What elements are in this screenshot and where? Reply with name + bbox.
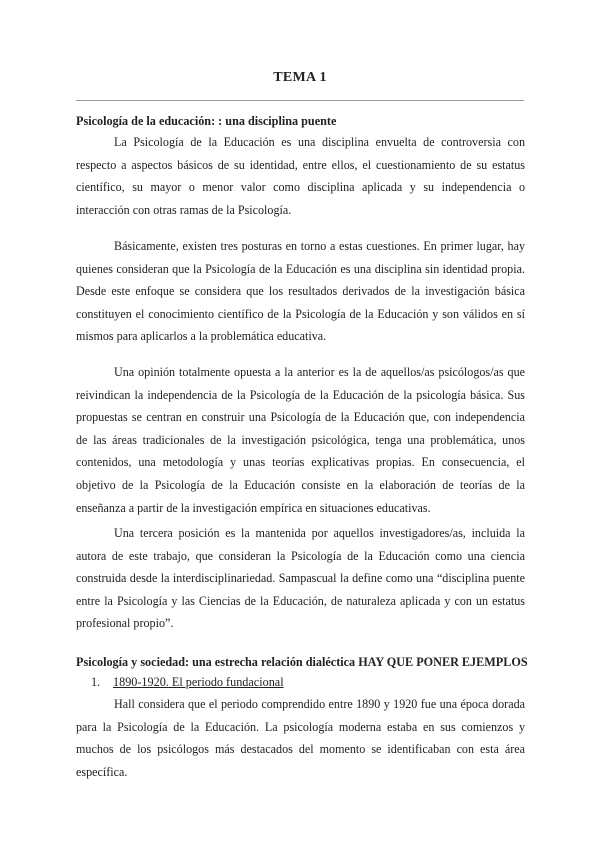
list-item-label: 1890-1920. El periodo fundacional [113,675,284,689]
paragraph-tres-posturas: Básicamente, existen tres posturas en torno a estas cuestiones. En primer lugar, hay quienes consideran que la Psicología de la Educación es una disciplina sin identidad propia. Desde este enfoque se considera que los resultados derivados de la investigación básica constituyen el conocimiento científico de la Psicología de la Educación y son válidos en sí mismos para aplicarlos a la problemática educativa. [76,239,525,344]
paragraph-hall: Hall considera que el periodo comprendido entre 1890 y 1920 fue una época dorada para la Psicología de la Educación. La psicología moderna estaba en sus comienzos y muchos de los psicólogos más destacados del momento se identificaban con esta área específica. [76,697,525,779]
paragraph-intro: La Psicología de la Educación es una disciplina envuelta de controversia con respecto a aspectos básicos de su identidad, entre ellos, el cuestionamiento de su estatus científico, su mayor o menor valor como disciplina aplicada y su independencia o interacción con otras ramas de la Psicología. [76,135,525,217]
paragraph-opinion-opuesta: Una opinión totalmente opuesta a la anterior es la de aquellos/as psicólogos/as que reivindican la independencia de la Psicología de la Educación de la psicología básica. Sus propuestas se centran en construir una Psicología de la Educación que, con independencia de las áreas tradicionales de la investigación psicológica, tenga una problemática, unos contenidos, una metodología y unas teorías explicativas propias. En consecuencia, el objetivo de la Psicología de la Educación consiste en la elaboración de teorías de la enseñanza a partir de la investigación empírica en situaciones educativas. [76,365,525,515]
paragraph-tercera-posicion: Una tercera posición es la mantenida por aquellos investigadores/as, incluida la autora de este trabajo, que consideran la Psicología de la Educación como una ciencia construida desde la interdisciplinariedad. Sampascual la define como una “disciplina puente entre la Psicología y las Ciencias de la Educación, de naturaleza aplicada y con un estatus profesional propio”. [76,526,525,631]
section-heading-psicologia-educacion: Psicología de la educación: : una disciplina puente [76,114,337,128]
list-item-periodo-fundacional [91,675,284,690]
section-heading-psicologia-sociedad: Psicología y sociedad: una estrecha relación dialéctica HAY QUE PONER EJEMPLOS [76,655,528,669]
list-item-number: 1. [91,675,101,689]
title-divider [76,100,524,101]
document-title: TEMA 1 [273,70,327,85]
